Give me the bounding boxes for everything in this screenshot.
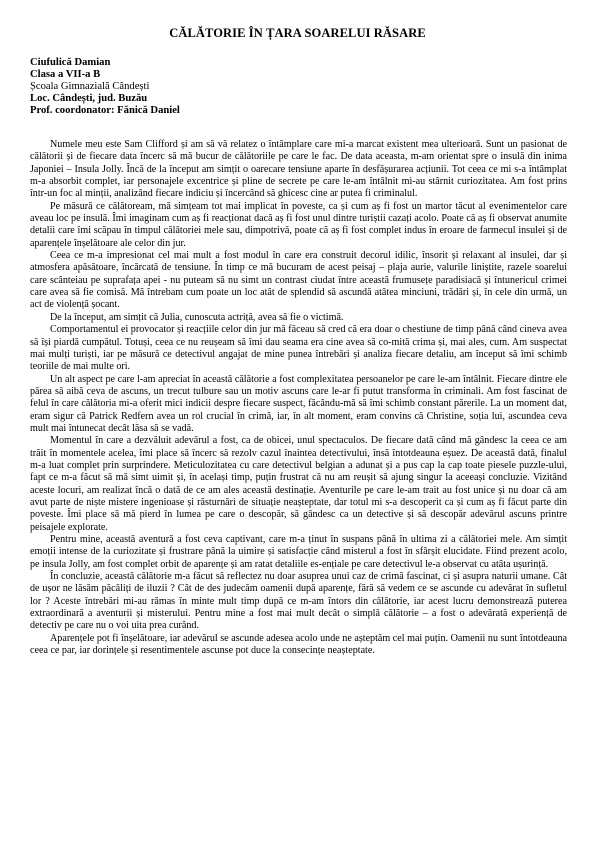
paragraph: Un alt aspect pe care l-am apreciat în această călătorie a fost complexitatea persoanelor pe care le-am întâlnit. Fiecare dintre ele părea să aibă ceva de ascuns, un trecut tulbure sau un motiv ascuns care le-ar fi putut transforma în criminali. Am fost fascinat de felul în care călătoria mi-a oferit mici indicii despre fiecare suspect, făcându-mă să îmi schimb constant părerile. La un moment dat, eram sigur că Patrick Redfern avea un rol crucial în crimă, iar, în alt moment, eram convins că Christine, soția lui, ascundea ceva mult mai întunecat decât lăsa să se vadă. xyxy=(30,373,567,434)
essay-body xyxy=(30,139,567,657)
paragraph: Pe măsură ce călătoream, mă simțeam tot mai implicat în poveste, ca și cum aș fi fost un martor tăcut al evenimentelor care aveau loc pe insulă. Îmi imaginam cum aș fi reacționat dacă aș fi fost unul dintre turiștii cazați acolo. Poate că aș fi observat anumite detalii care îmi scăpau în timpul călătoriei mele sau, dimpotrivă, poate că aș fi fost complet indus în eroare de farmecul insulei și de aparențele înșelătoare ale celor din jur. xyxy=(30,200,567,249)
author-coordinator: Prof. coordonator: Fănică Daniel xyxy=(30,105,180,116)
paragraph: Momentul în care a dezvăluit adevărul a fost, ca de obicei, unul spectaculos. De fiecare dată când mă gândesc la ceea ce am trăit în momentele acelea, îmi place să încerc să rezolv cazul înaintea detectivului, însă întotdeauna eșuez. De această dată, finalul m-a luat complet prin surprindere. Meticulozitatea cu care detectivul belgian a adunat și a pus cap la cap toate piesele puzzle-ului, fapt ce m-a făcut să mă simt uimit și, în același timp, puțin frustrat că nu am reușit să ajung singur la aceeași concluzie. Vizitând aceste locuri, am realizat încă o dată de ce am ales această destinație. Aventurile pe care le-am trait au fost unice și nu doar că am avut parte de niște mistere ingenioase și răsturnări de situație neașteptate, dar totul mi s-a descoperit ca și cum aș fi făcut parte din poveste. Îmi place să mă pierd în lumea pe care o descopăr, să gândesc ca un detective și să descopăr adevărul ascuns printre peisajele explorate. xyxy=(30,435,567,533)
paragraph: Numele meu este Sam Clifford și am să vă relatez o întâmplare care mi-a marcat existent mea ulterioară. Sunt un pasionat de călătorii și de fiecare data încerc să mă bucur de călătoriile pe care le fac. De data aceasta, m-am orientat spre o insulă din inima Japoniei – Insula Jolly. Încă de la început am simțit o oarecare tensiune aparte în desfășurarea acțiunii. Tot ceea ce mi s-a întâmplat m-a absorbit complet, iar personajele excentrice și pline de secrete pe care le-am întâlnit mi-au stârnit curiozitatea. Am fost prins într-un foc al minții, analizând fiecare indiciu și încercând să ghicesc cine ar putea fi criminalul. xyxy=(30,139,567,200)
author-locality: Loc. Cândești, jud. Buzău xyxy=(30,93,148,104)
author-class: Clasa a VII-a B xyxy=(30,69,101,80)
author-name: Ciufulică Damian xyxy=(30,57,111,68)
paragraph: Aparențele pot fi înșelătoare, iar adevărul se ascunde adesea acolo unde ne așteptăm cel mai puțin. Oamenii nu sunt întotdeauna ceea ce par, iar dorințele și resentimentele ascunse pot duce la consecințe neașteptate. xyxy=(30,632,567,657)
paragraph: De la început, am simțit că Julia, cunoscuta actriță, avea să fie o victimă. xyxy=(50,311,344,323)
author-school: Școala Gimnazială Cândești xyxy=(30,81,150,92)
document-title: CĂLĂTORIE ÎN ȚARA SOARELUI RĂSARE xyxy=(169,26,426,40)
paragraph: Ceea ce m-a impresionat cel mai mult a fost modul în care era construit decorul idilic, însorit și relaxant al insulei, dar și atmosfera apăsătoare, încărcată de tensiune. În timp ce mă bucuram de acest peisaj – plaja aurie, valurile liniștite, razele soarelui care scânteiau pe suprafața apei - nu puteam să nu simt un contrast ciudat între această frumusețe paradisiacă și întunericul crimei care avea să fie comisă. Mă întrebam cum poate un loc atât de splendid să ascundă atâtea minciuni, trădări și, în cele din urmă, un act de violență șocant. xyxy=(30,250,567,311)
paragraph: Pentru mine, această aventură a fost ceva captivant, care m-a ținut în suspans până în ultima zi a călătoriei mele. Am simțit emoții intense de la curiozitate și frustrare până la uimire și satisfacție când misterul a fost în sfârșit elucidate. Fiind prezent acolo, pe insula Jolly, am fost complet orbit de aparențe și am ratat detaliile es-ențiale pe care detectivul le-a observat cu atâta ușurință. xyxy=(30,534,567,570)
paragraph: Comportamentul ei provocator și reacțiile celor din jur mă făceau să cred că era doar o chestiune de timp până când cineva avea să își piardă cumpătul. Totuși, ceea ce nu reușeam să îmi dau seama era cine avea să co-mită crima și, mai ales, cum. Am suspectat mai mulți turiști, iar pe măsură ce detectivul angajat de mine punea întrebări și analiza fiecare detaliu, am început să îmi schimb teoriile de mai multe ori. xyxy=(30,324,567,373)
author-info xyxy=(30,57,565,117)
paragraph: În concluzie, această călătorie m-a făcut să reflectez nu doar asuprea unui caz de crimă fascinat, ci și asupra naturii umane. Cât de ușor ne lăsăm păcăliți de iluzii ? Cât de des judecăm oamenii după aparențe, fără să vedem ce se ascunde cu adevărat în sufletul lor ? Aceste întrebări mi-au rămas în minte mult timp după ce m-am întors din călătorie, iar acest lucru demonstrează puterea extraordinară a aventurii și misterului. Pentru mine a fost mai mult decât o simplă călătorie – a fost o adevărată experiență de detectiv pe care nu o voi uita prea curând. xyxy=(30,571,567,632)
